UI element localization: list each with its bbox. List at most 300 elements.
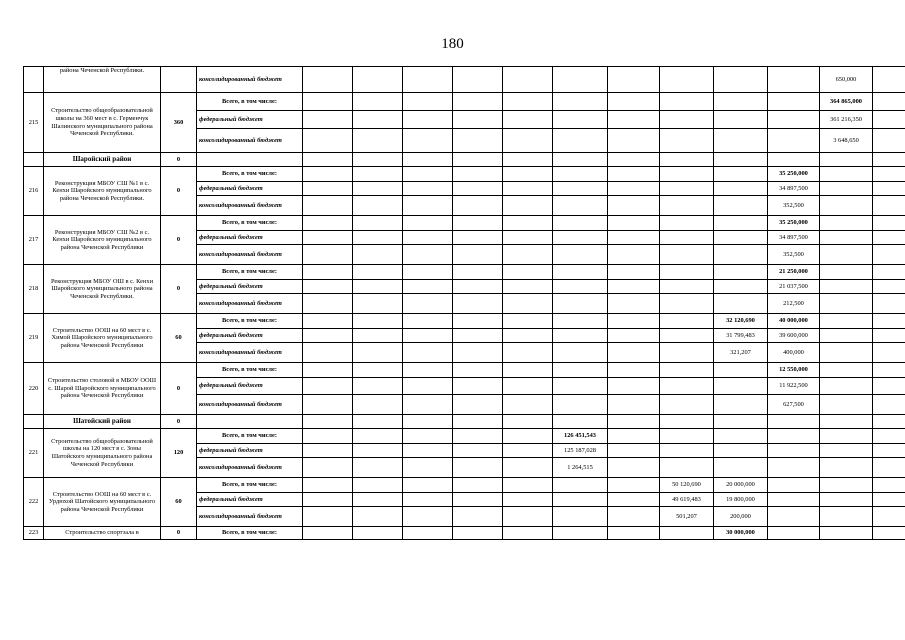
empty-cell (403, 458, 453, 478)
row-number: 220 (24, 363, 44, 415)
empty-cell (403, 363, 453, 378)
empty-cell (453, 395, 503, 415)
empty-cell (714, 444, 768, 458)
empty-cell (820, 478, 873, 493)
empty-cell (453, 493, 503, 507)
empty-cell (873, 314, 905, 329)
empty-cell (353, 363, 403, 378)
amount-cell: 352,500 (768, 245, 820, 265)
empty-cell (714, 294, 768, 314)
empty-cell (660, 167, 714, 182)
empty-cell (608, 216, 660, 231)
amount-cell: 39 600,000 (768, 329, 820, 343)
empty-cell (453, 129, 503, 153)
amount-cell: 34 897,500 (768, 231, 820, 245)
empty-cell (820, 280, 873, 294)
empty-cell (553, 93, 608, 111)
funding-type: консолидированный бюджет (197, 196, 303, 216)
empty-cell (714, 280, 768, 294)
empty-cell (660, 153, 714, 167)
empty-cell (303, 378, 353, 395)
amount-cell: 20 000,000 (714, 478, 768, 493)
empty-cell (608, 67, 660, 93)
table-row (24, 478, 905, 493)
empty-cell (553, 493, 608, 507)
empty-cell (353, 343, 403, 363)
empty-cell (303, 329, 353, 343)
empty-cell (503, 329, 553, 343)
capacity: 0 (161, 216, 197, 265)
empty-cell (873, 478, 905, 493)
empty-cell (353, 478, 403, 493)
empty-cell (660, 444, 714, 458)
empty-cell (453, 196, 503, 216)
empty-cell (873, 245, 905, 265)
empty-cell (714, 395, 768, 415)
funding-type: Всего, в том числе: (197, 478, 303, 493)
empty-cell (608, 129, 660, 153)
funding-type: федеральный бюджет (197, 493, 303, 507)
empty-cell (660, 329, 714, 343)
empty-cell (503, 478, 553, 493)
empty-cell (660, 67, 714, 93)
empty-cell (873, 343, 905, 363)
empty-cell (303, 216, 353, 231)
row-number (24, 153, 44, 167)
amount-cell: 501,207 (660, 507, 714, 527)
amount-cell: 361 216,350 (820, 111, 873, 129)
empty-cell (453, 93, 503, 111)
empty-cell (453, 111, 503, 129)
empty-cell (303, 129, 353, 153)
empty-cell (403, 415, 453, 429)
empty-cell (353, 231, 403, 245)
empty-cell (873, 129, 905, 153)
empty-cell (503, 314, 553, 329)
empty-cell (353, 395, 403, 415)
funding-type: Всего, в том числе: (197, 429, 303, 444)
empty-cell (820, 231, 873, 245)
empty-cell (714, 429, 768, 444)
empty-cell (303, 507, 353, 527)
empty-cell (608, 245, 660, 265)
empty-cell (503, 507, 553, 527)
empty-cell (608, 478, 660, 493)
empty-cell (403, 294, 453, 314)
empty-cell (453, 314, 503, 329)
row-number: 219 (24, 314, 44, 363)
empty-cell (820, 167, 873, 182)
empty-cell (714, 415, 768, 429)
empty-cell (820, 196, 873, 216)
table-row (24, 314, 905, 329)
empty-cell (768, 93, 820, 111)
amount-cell: 400,000 (768, 343, 820, 363)
empty-cell (303, 493, 353, 507)
empty-cell (553, 378, 608, 395)
empty-cell (553, 245, 608, 265)
funding-type: консолидированный бюджет (197, 395, 303, 415)
empty-cell (353, 444, 403, 458)
empty-cell (873, 395, 905, 415)
project-name: Строительство спортзала в (44, 527, 161, 540)
empty-cell (353, 507, 403, 527)
amount-cell: 12 550,000 (768, 363, 820, 378)
empty-cell (453, 478, 503, 493)
empty-cell (608, 444, 660, 458)
empty-cell (714, 265, 768, 280)
funding-type: консолидированный бюджет (197, 245, 303, 265)
empty-cell (553, 265, 608, 280)
empty-cell (303, 153, 353, 167)
empty-cell (820, 444, 873, 458)
table-row (24, 216, 905, 231)
empty-cell (608, 343, 660, 363)
empty-cell (403, 153, 453, 167)
empty-cell (303, 231, 353, 245)
empty-cell (873, 216, 905, 231)
empty-cell (873, 493, 905, 507)
empty-cell (403, 245, 453, 265)
project-name: Реконструкция МБОУ СШ №2 в с. Кенхи Шаройского муниципального района Чеченской Республики (44, 216, 161, 265)
empty-cell (503, 167, 553, 182)
row-number: 222 (24, 478, 44, 527)
empty-cell (453, 182, 503, 196)
empty-cell (768, 415, 820, 429)
empty-cell (768, 153, 820, 167)
empty-cell (660, 429, 714, 444)
empty-cell (553, 329, 608, 343)
empty-cell (768, 458, 820, 478)
empty-cell (660, 216, 714, 231)
capacity: 360 (161, 93, 197, 153)
amount-cell: 212,500 (768, 294, 820, 314)
project-name: Реконструкция МБОУ СШ №1 в с. Кенхи Шаройского муниципального района Чеченской Республики. (44, 167, 161, 216)
empty-cell (714, 363, 768, 378)
empty-cell (608, 314, 660, 329)
funding-type: Всего, в том числе: (197, 265, 303, 280)
empty-cell (353, 216, 403, 231)
funding-type: консолидированный бюджет (197, 67, 303, 93)
empty-cell (660, 111, 714, 129)
empty-cell (353, 67, 403, 93)
funding-type: федеральный бюджет (197, 329, 303, 343)
empty-cell (873, 153, 905, 167)
empty-cell (768, 507, 820, 527)
empty-cell (608, 196, 660, 216)
capacity: 60 (161, 478, 197, 527)
empty-cell (303, 527, 353, 540)
empty-cell (403, 93, 453, 111)
capacity: 0 (161, 153, 197, 167)
empty-cell (608, 415, 660, 429)
empty-cell (608, 429, 660, 444)
empty-cell (503, 231, 553, 245)
empty-cell (714, 216, 768, 231)
empty-cell (403, 444, 453, 458)
empty-cell (553, 167, 608, 182)
table-row (24, 265, 905, 280)
funding-type: консолидированный бюджет (197, 129, 303, 153)
empty-cell (873, 294, 905, 314)
empty-cell (873, 329, 905, 343)
empty-cell (553, 343, 608, 363)
empty-cell (714, 231, 768, 245)
amount-cell: 34 897,500 (768, 182, 820, 196)
empty-cell (714, 458, 768, 478)
empty-cell (453, 216, 503, 231)
row-number: 216 (24, 167, 44, 216)
empty-cell (820, 415, 873, 429)
empty-cell (303, 196, 353, 216)
empty-cell (403, 111, 453, 129)
empty-cell (873, 111, 905, 129)
empty-cell (873, 67, 905, 93)
empty-cell (353, 329, 403, 343)
empty-cell (873, 363, 905, 378)
amount-cell: 49 619,483 (660, 493, 714, 507)
amount-cell: 352,500 (768, 196, 820, 216)
page-number: 180 (441, 36, 464, 52)
empty-cell (403, 67, 453, 93)
amount-cell: 32 120,690 (714, 314, 768, 329)
table-row (24, 93, 905, 111)
empty-cell (873, 415, 905, 429)
empty-cell (660, 93, 714, 111)
empty-cell (660, 314, 714, 329)
empty-cell (820, 216, 873, 231)
empty-cell (403, 216, 453, 231)
empty-cell (660, 363, 714, 378)
empty-cell (353, 280, 403, 294)
empty-cell (453, 245, 503, 265)
empty-cell (353, 167, 403, 182)
empty-cell (353, 378, 403, 395)
funding-type: Всего, в том числе: (197, 167, 303, 182)
funding-type: консолидированный бюджет (197, 343, 303, 363)
empty-cell (503, 196, 553, 216)
empty-cell (553, 395, 608, 415)
empty-cell (608, 329, 660, 343)
empty-cell (453, 507, 503, 527)
empty-cell (453, 265, 503, 280)
empty-cell (768, 67, 820, 93)
project-name: Строительство общеобразовательной школы на 360 мест в с. Герменчук Шалинского муниципального района Чеченской Республики. (44, 93, 161, 153)
capacity: 0 (161, 265, 197, 314)
funding-type: Всего, в том числе: (197, 216, 303, 231)
empty-cell (660, 265, 714, 280)
empty-cell (873, 378, 905, 395)
empty-cell (303, 111, 353, 129)
district-name: Шатойский район (44, 415, 161, 429)
capacity: 120 (161, 429, 197, 478)
empty-cell (873, 182, 905, 196)
empty-cell (503, 111, 553, 129)
district-row (24, 415, 905, 429)
empty-cell (403, 314, 453, 329)
empty-cell (608, 527, 660, 540)
funding-type: федеральный бюджет (197, 111, 303, 129)
empty-cell (353, 245, 403, 265)
empty-cell (197, 153, 303, 167)
empty-cell (503, 458, 553, 478)
project-name: Реконструкция МБОУ ОШ в с. Кенхи Шаройского муниципального района Чеченской Республики. (44, 265, 161, 314)
empty-cell (553, 314, 608, 329)
amount-cell: 21 037,500 (768, 280, 820, 294)
empty-cell (714, 196, 768, 216)
table-row (24, 363, 905, 378)
empty-cell (660, 378, 714, 395)
amount-cell: 1 264,515 (553, 458, 608, 478)
empty-cell (403, 329, 453, 343)
amount-cell: 125 187,028 (553, 444, 608, 458)
amount-cell: 364 865,000 (820, 93, 873, 111)
empty-cell (403, 478, 453, 493)
empty-cell (714, 93, 768, 111)
empty-cell (303, 478, 353, 493)
empty-cell (303, 444, 353, 458)
empty-cell (453, 458, 503, 478)
empty-cell (403, 129, 453, 153)
project-name: Строительство столовой в МБОУ ООШ с. Шарой Шаройского муниципального района Чеченской Республики (44, 363, 161, 415)
empty-cell (553, 153, 608, 167)
empty-cell (303, 167, 353, 182)
empty-cell (353, 153, 403, 167)
district-name: Шаройский район (44, 153, 161, 167)
empty-cell (303, 245, 353, 265)
row-number (24, 67, 44, 93)
amount-cell: 21 250,000 (768, 265, 820, 280)
empty-cell (873, 93, 905, 111)
empty-cell (820, 507, 873, 527)
table-row (24, 167, 905, 182)
project-name: Строительство ООШ на 60 мест в с. Химой Шаройского муниципального района Чеченской Республики (44, 314, 161, 363)
empty-cell (553, 216, 608, 231)
empty-cell (353, 527, 403, 540)
empty-cell (353, 129, 403, 153)
funding-type: Всего, в том числе: (197, 527, 303, 540)
empty-cell (303, 314, 353, 329)
empty-cell (303, 458, 353, 478)
empty-cell (453, 329, 503, 343)
amount-cell: 50 120,690 (660, 478, 714, 493)
table-row (24, 67, 905, 93)
empty-cell (353, 265, 403, 280)
empty-cell (503, 395, 553, 415)
empty-cell (453, 415, 503, 429)
funding-type: федеральный бюджет (197, 182, 303, 196)
empty-cell (873, 444, 905, 458)
empty-cell (608, 294, 660, 314)
empty-cell (768, 527, 820, 540)
empty-cell (303, 280, 353, 294)
row-number: 223 (24, 527, 44, 540)
empty-cell (403, 343, 453, 363)
empty-cell (820, 527, 873, 540)
empty-cell (503, 444, 553, 458)
empty-cell (553, 527, 608, 540)
empty-cell (873, 280, 905, 294)
empty-cell (503, 493, 553, 507)
empty-cell (608, 167, 660, 182)
empty-cell (503, 129, 553, 153)
empty-cell (403, 231, 453, 245)
empty-cell (453, 343, 503, 363)
table-row (24, 429, 905, 444)
empty-cell (503, 67, 553, 93)
amount-cell: 126 451,543 (553, 429, 608, 444)
empty-cell (453, 378, 503, 395)
empty-cell (608, 395, 660, 415)
empty-cell (608, 265, 660, 280)
empty-cell (553, 507, 608, 527)
empty-cell (353, 196, 403, 216)
empty-cell (303, 395, 353, 415)
amount-cell: 650,000 (820, 67, 873, 93)
amount-cell: 31 799,483 (714, 329, 768, 343)
empty-cell (303, 343, 353, 363)
empty-cell (660, 196, 714, 216)
empty-cell (608, 231, 660, 245)
empty-cell (660, 415, 714, 429)
empty-cell (714, 129, 768, 153)
funding-type: консолидированный бюджет (197, 294, 303, 314)
empty-cell (553, 415, 608, 429)
empty-cell (453, 527, 503, 540)
empty-cell (453, 294, 503, 314)
empty-cell (608, 111, 660, 129)
empty-cell (353, 182, 403, 196)
project-name: района Чеченской Республики. (44, 67, 161, 93)
empty-cell (714, 167, 768, 182)
empty-cell (303, 93, 353, 111)
empty-cell (403, 527, 453, 540)
empty-cell (820, 395, 873, 415)
empty-cell (714, 182, 768, 196)
empty-cell (197, 415, 303, 429)
empty-cell (660, 343, 714, 363)
empty-cell (453, 429, 503, 444)
empty-cell (873, 458, 905, 478)
empty-cell (608, 182, 660, 196)
empty-cell (353, 429, 403, 444)
empty-cell (820, 378, 873, 395)
empty-cell (608, 493, 660, 507)
funding-type: Всего, в том числе: (197, 93, 303, 111)
empty-cell (303, 182, 353, 196)
empty-cell (353, 111, 403, 129)
empty-cell (353, 314, 403, 329)
empty-cell (353, 458, 403, 478)
empty-cell (873, 429, 905, 444)
empty-cell (873, 265, 905, 280)
empty-cell (820, 329, 873, 343)
empty-cell (820, 493, 873, 507)
empty-cell (503, 93, 553, 111)
empty-cell (403, 507, 453, 527)
empty-cell (453, 444, 503, 458)
empty-cell (403, 280, 453, 294)
empty-cell (503, 429, 553, 444)
amount-cell: 200,000 (714, 507, 768, 527)
funding-type: федеральный бюджет (197, 378, 303, 395)
empty-cell (768, 111, 820, 129)
empty-cell (503, 363, 553, 378)
capacity: 0 (161, 167, 197, 216)
empty-cell (303, 265, 353, 280)
empty-cell (768, 429, 820, 444)
empty-cell (403, 378, 453, 395)
